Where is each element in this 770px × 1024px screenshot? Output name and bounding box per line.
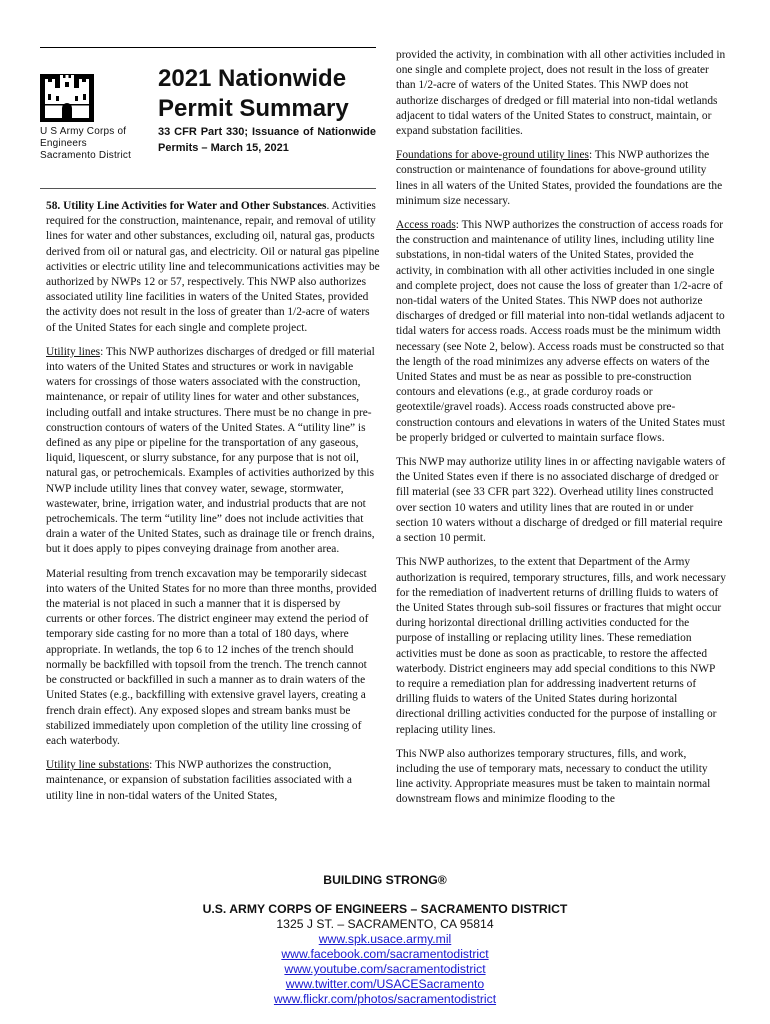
- website-link[interactable]: www.spk.usace.army.mil: [318, 932, 452, 946]
- utility-lines-text: : This NWP authorizes discharges of dredged or fill material into waters of the United States and structures or work in navigable waters for crossings of those waters associated with the construction, maintenance, or repair of utility lines for water and other substances, including outfall and intake structures. There must be no change in pre-construction contours of waters of the United States. A “utility line” is defined as any pipe or pipeline for the transportation of any gaseous, liquid, liquescent, or slurry substance, for any purpose that is not oil, natural gas, or petrochemicals. Examples of activities authorized by this NWP include utility lines that convey water, sewage, stormwater, wastewater, brine, irrigation water, and industrial products that are not petrochemicals. The term “utility line” does not include activities that drain a water of the United States, such as drainage tile or french drains, but it does apply to pipes conveying drainage from another area.: [46, 345, 375, 556]
- intro-paragraph: Activities required for the construction, maintenance, repair, and removal of utility lines for water and other substances, excluding oil, natural gas, products derived from oil or natural gas, and electricity. Oil or natural gas pipeline activities or electric utility line and telecommunications activities may be authorized by NWPs 12 or 57, respectively. This NWP also authorizes associated utility line facilities in waters of the United States, provided the activity does not result in the loss of greater than 1/2-acre of waters of the United States for each single and complete project.: [46, 200, 380, 334]
- header-rule: [40, 188, 376, 189]
- logo-text: [40, 126, 160, 162]
- flickr-link[interactable]: www.flickr.com/photos/sacramentodistrict: [273, 992, 497, 1006]
- utility-lines-paragraph: [46, 345, 380, 558]
- temporary-structures-paragraph: This NWP also authorizes temporary structures, fills, and work, including the use of temporary mats, necessary to conduct the utility line activity. Appropriate measures must be taken to maintain normal downstream flows and minimize flooding to the: [396, 747, 711, 806]
- substations-paragraph: [46, 758, 380, 804]
- title-line-2: Permit Summary: [158, 95, 349, 122]
- substations-label: Utility line substations: [46, 759, 150, 772]
- page-title: [158, 64, 378, 124]
- section-heading: 58. Utility Line Activities for Water and Other Substances: [46, 200, 327, 212]
- title-line-1: 2021 Nationwide: [158, 65, 347, 92]
- foundations-text: : This NWP authorizes the construction or maintenance of foundations for above-ground utility lines in all waters of the United States, provided the foundations are the minimum size necessary.: [396, 149, 723, 207]
- youtube-link[interactable]: www.youtube.com/sacramentodistrict: [284, 962, 486, 976]
- trench-material-paragraph: Material resulting from trench excavation may be temporarily sidecast into waters of the United States for no more than three months, provided the material is not placed in such a manner that it is dispersed by currents or other forces. The district engineer may extend the period of temporary side casting for no more than a total of 180 days, where appropriate. In wetlands, the top 6 to 12 inches of the trench should normally be backfilled with topsoil from the trench. The trench cannot be constructed or backfilled in such a manner as to drain waters of the United States (e.g., backfilling with extensive gravel layers, creating a french drain effect). Any exposed slopes and stream banks must be stabilized immediately upon completion of the utility line crossing of each waterbody.: [46, 567, 377, 747]
- logo-line-1: U S Army Corps of: [40, 126, 127, 137]
- substations-text: : This NWP authorizes the construction, maintenance, or expansion of substation facilities associated with a utility line in non-tidal waters of the United States,: [46, 759, 352, 802]
- drilling-fluids-paragraph: This NWP authorizes, to the extent that Department of the Army authorization is required, temporary structures, fills, and work necessary for the remediation of inadvertent returns of drilling fluids to waters of the United States through sub-soil fissures or fractures that might occur during horizontal directional drilling activities conducted for the purpose of installing or replacing utility lines. These remediation activities must be done as soon as practicable, to restore the affected waterbody. District engineers may add special conditions to this NWP to require a remediation plan for addressing inadvertent returns of drilling fluids to waters of the United States during horizontal directional drilling activities conducted for the purpose of installing or replacing utility lines.: [396, 556, 726, 736]
- facebook-link[interactable]: www.facebook.com/sacramentodistrict: [281, 947, 489, 961]
- foundations-paragraph: [396, 148, 726, 209]
- nwp-58-intro: [46, 199, 380, 336]
- top-rule: [40, 47, 376, 48]
- logo-line-2: Engineers: [40, 138, 87, 149]
- foundations-label: Foundations for above-ground utility lines: [396, 149, 589, 162]
- district-address: 1325 J ST. – SACRAMENTO, CA 95814: [276, 917, 494, 931]
- district-name: U.S. ARMY CORPS OF ENGINEERS – SACRAMENTO DISTRICT: [202, 902, 568, 916]
- utility-lines-label: Utility lines: [46, 345, 101, 358]
- page-subtitle: 33 CFR Part 330; Issuance of Nationwide Permits – March 15, 2021: [158, 126, 376, 154]
- building-strong: BUILDING STRONG®: [323, 873, 447, 887]
- left-column: [46, 199, 380, 813]
- heading-period: .: [326, 200, 330, 212]
- navigable-waters-paragraph: This NWP may authorize utility lines in or affecting navigable waters of the United States even if there is no associated discharge of dredged or fill material (see 33 CFR part 322). Overhead utility lines constructed over section 10 waters and utility lines that are routed in or under section 10 waters without a discharge of dredged or fill material require a section 10 permit.: [396, 456, 726, 545]
- access-roads-paragraph: [396, 218, 726, 446]
- footer: [0, 873, 770, 1007]
- substations-continued-paragraph: provided the activity, in combination with all other activities included in one single and complete project, does not result in the loss of greater than 1/2-acre of waters of the United States. This NWP does not authorize discharges of dredged or fill material into non-tidal wetlands adjacent to tidal waters of the United States to construct, maintain, or expand substation facilities.: [396, 49, 726, 138]
- logo-line-3: Sacramento District: [40, 150, 132, 161]
- twitter-link[interactable]: www.twitter.com/USACESacramento: [285, 977, 485, 991]
- usace-logo: [40, 74, 160, 162]
- access-roads-text: : This NWP authorizes the construction of access roads for the construction and maintenance of utility lines, including utility line substations, in non-tidal waters of the United States, provided the activity, in combination with all other activities included in one single and complete project, does not cause the loss of greater than 1/2-acre of non-tidal waters of the United States. This NWP does not authorize discharges of dredged or fill material into non-tidal wetlands adjacent to tidal waters for access roads. Access roads must be the minimum width necessary (see Note 2, below). Access roads must be constructed so that the length of the road minimizes any adverse effects on waters of the United States and must be as near as possible to pre-construction contours and elevations (e.g., at grade corduroy roads or geotextile/gravel roads). Access roads constructed above pre-construction contours and elevations in waters of the United States must be properly bridged or culverted to maintain surface flows.: [396, 219, 725, 444]
- access-roads-label: Access roads: [396, 219, 456, 232]
- castle-icon: [40, 74, 94, 122]
- right-column: [396, 48, 726, 817]
